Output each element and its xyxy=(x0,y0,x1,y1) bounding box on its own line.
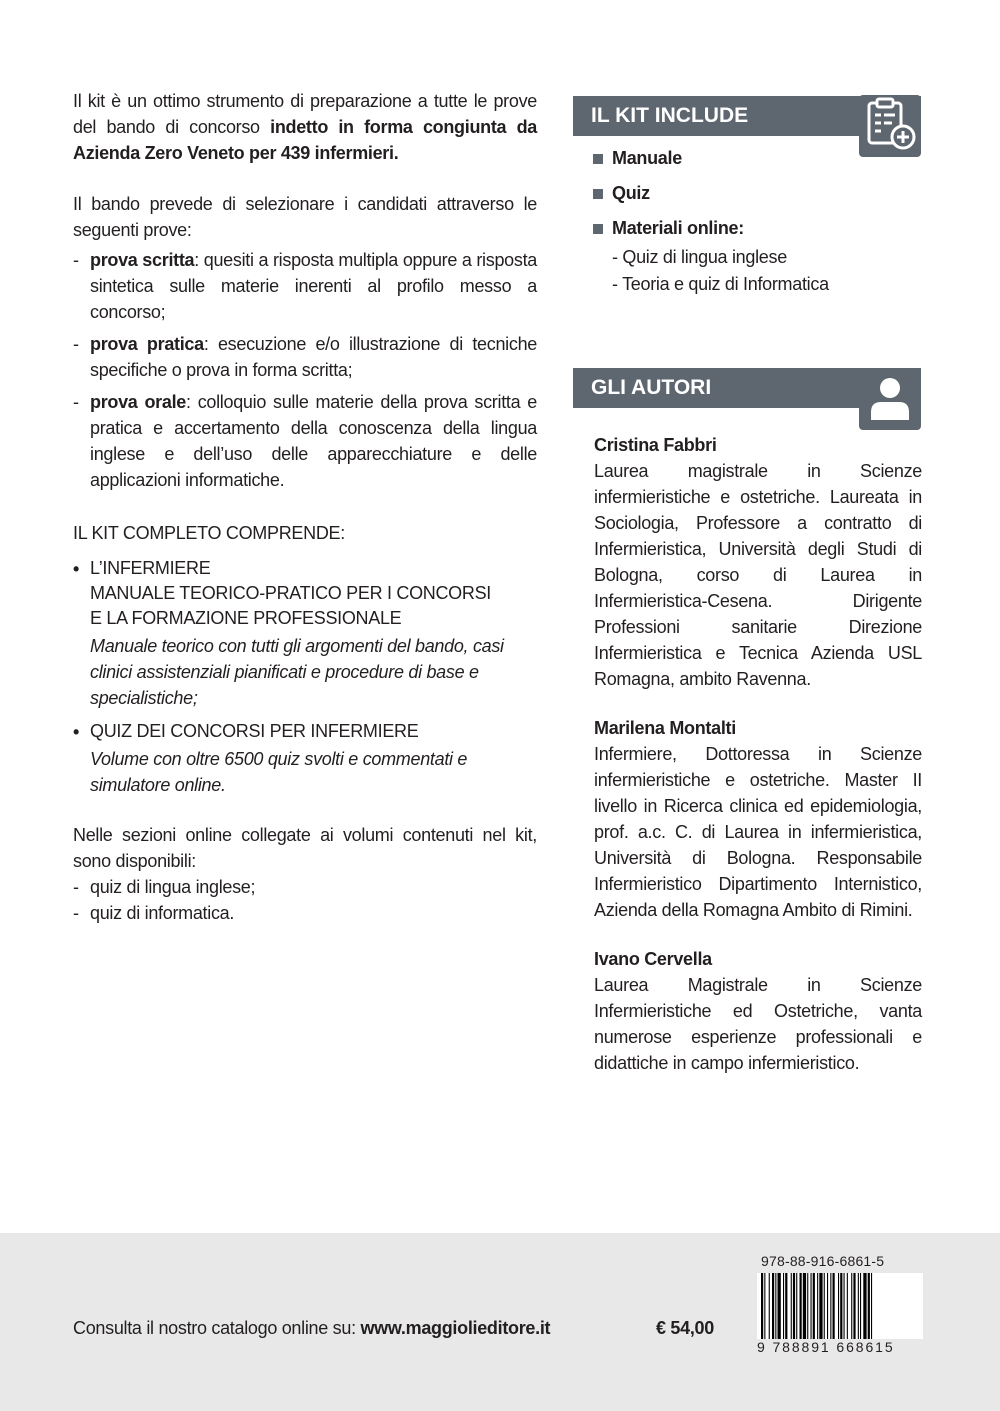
isbn-text: 978-88-916-6861-5 xyxy=(761,1253,885,1269)
online-list xyxy=(73,874,537,926)
kit-include-subitems: - Quiz di lingua inglese - Teoria e quiz di Informatica xyxy=(612,247,829,294)
kit-include-item: Materiali online: xyxy=(593,215,829,242)
kit-include-item: Manuale xyxy=(593,145,829,172)
barcode-number: 9 788891 668615 xyxy=(757,1339,895,1355)
author-name: Cristina Fabbri xyxy=(594,435,717,455)
intro-highlight: indetto in forma congiunta da Azienda Zero Veneto per 439 infermieri. xyxy=(73,117,538,163)
kit-include-item: Quiz xyxy=(593,180,829,207)
price: € 54,00 xyxy=(656,1318,714,1338)
barcode-image xyxy=(757,1273,923,1339)
autori-title: GLI AUTORI xyxy=(591,376,712,399)
intro-paragraph: Il kit è un ottimo strumento di preparazione a tutte le prove del bando di concorso indetto in forma congiunta da Azienda Zero Veneto per 439 infermieri. xyxy=(73,91,538,163)
prove-intro: Il bando prevede di selezionare i candidati attraverso le seguenti prove: xyxy=(73,194,537,240)
autori-list xyxy=(594,432,922,1076)
catalog-link[interactable]: www.maggiolieditore.it xyxy=(360,1318,551,1338)
author-bio: Laurea magistrale in Scienze infermieristiche e ostetriche. Laureata in Sociologia, Professore a contratto di Infermieristica, Università degli Studi di Bologna, corso di Laurea in Infermieristica-Cesena. Dirigente Professioni sanitarie Direzione Infermieristica e Tecnica Azienda USL Romagna, ambito Ravenna. xyxy=(594,461,922,689)
document-plus-icon xyxy=(859,95,921,157)
prova-item-orale: - prova orale: colloquio sulle materie della prova scritta e pratica e accertamento della conoscenza della lingua inglese e dell’uso delle apparecchiature e delle applicazioni informatiche. xyxy=(73,392,537,490)
prova-item-pratica: - prova pratica: esecuzione e/o illustrazione di tecniche specifiche o prova in forma scritta; xyxy=(73,334,537,380)
kit-item-manuale: • L’INFERMIERE MANUALE TEORICO-PRATICO PER I CONCORSI E LA FORMAZIONE PROFESSIONALE Manuale teorico con tutti gli argomenti del bando, casi clinici assistenziali pianificati e procedure di base e specialistiche; xyxy=(73,558,504,708)
kit-include-list xyxy=(593,145,829,298)
kit-completo-heading: IL KIT COMPLETO COMPRENDE: xyxy=(73,523,345,543)
author-name: Marilena Montalti xyxy=(594,718,736,738)
online-item: - quiz di informatica. xyxy=(73,903,235,923)
user-icon xyxy=(859,368,921,430)
author-bio: Infermiere, Dottoressa in Scienze infermieristiche e ostetriche. Master II livello in Ricerca clinica ed epidemiologia, prof. a.c. C. di Laurea in infermieristica, Università di Bologna. Responsabile Infermieristico Dipartimento Internistico, Azienda della Romagna Ambito di Rimini. xyxy=(594,744,922,920)
kit-item-quiz: • QUIZ DEI CONCORSI PER INFERMIERE Volume con oltre 6500 quiz svolti e commentati e simulatore online. xyxy=(73,721,468,795)
kit-include-title: IL KIT INCLUDE xyxy=(591,104,749,127)
prove-list xyxy=(73,247,537,493)
left-column xyxy=(73,88,537,926)
author-name: Ivano Cervella xyxy=(594,949,712,969)
author-bio: Laurea Magistrale in Scienze Infermieristiche ed Ostetriche, vanta numerose esperienze professionali e didattiche in campo infermieristico. xyxy=(594,975,922,1073)
barcode-block xyxy=(757,1253,927,1355)
online-intro: Nelle sezioni online collegate ai volumi contenuti nel kit, sono disponibili: xyxy=(73,825,537,871)
footer-band xyxy=(0,1233,1000,1411)
online-item: - quiz di lingua inglese; xyxy=(73,877,256,897)
catalog-line: Consulta il nostro catalogo online su: www.maggiolieditore.it xyxy=(73,1318,551,1338)
prova-item-scritta: - prova scritta: quesiti a risposta multipla oppure a risposta sintetica sulle materie inerenti al profilo messo a concorso; xyxy=(73,250,537,322)
